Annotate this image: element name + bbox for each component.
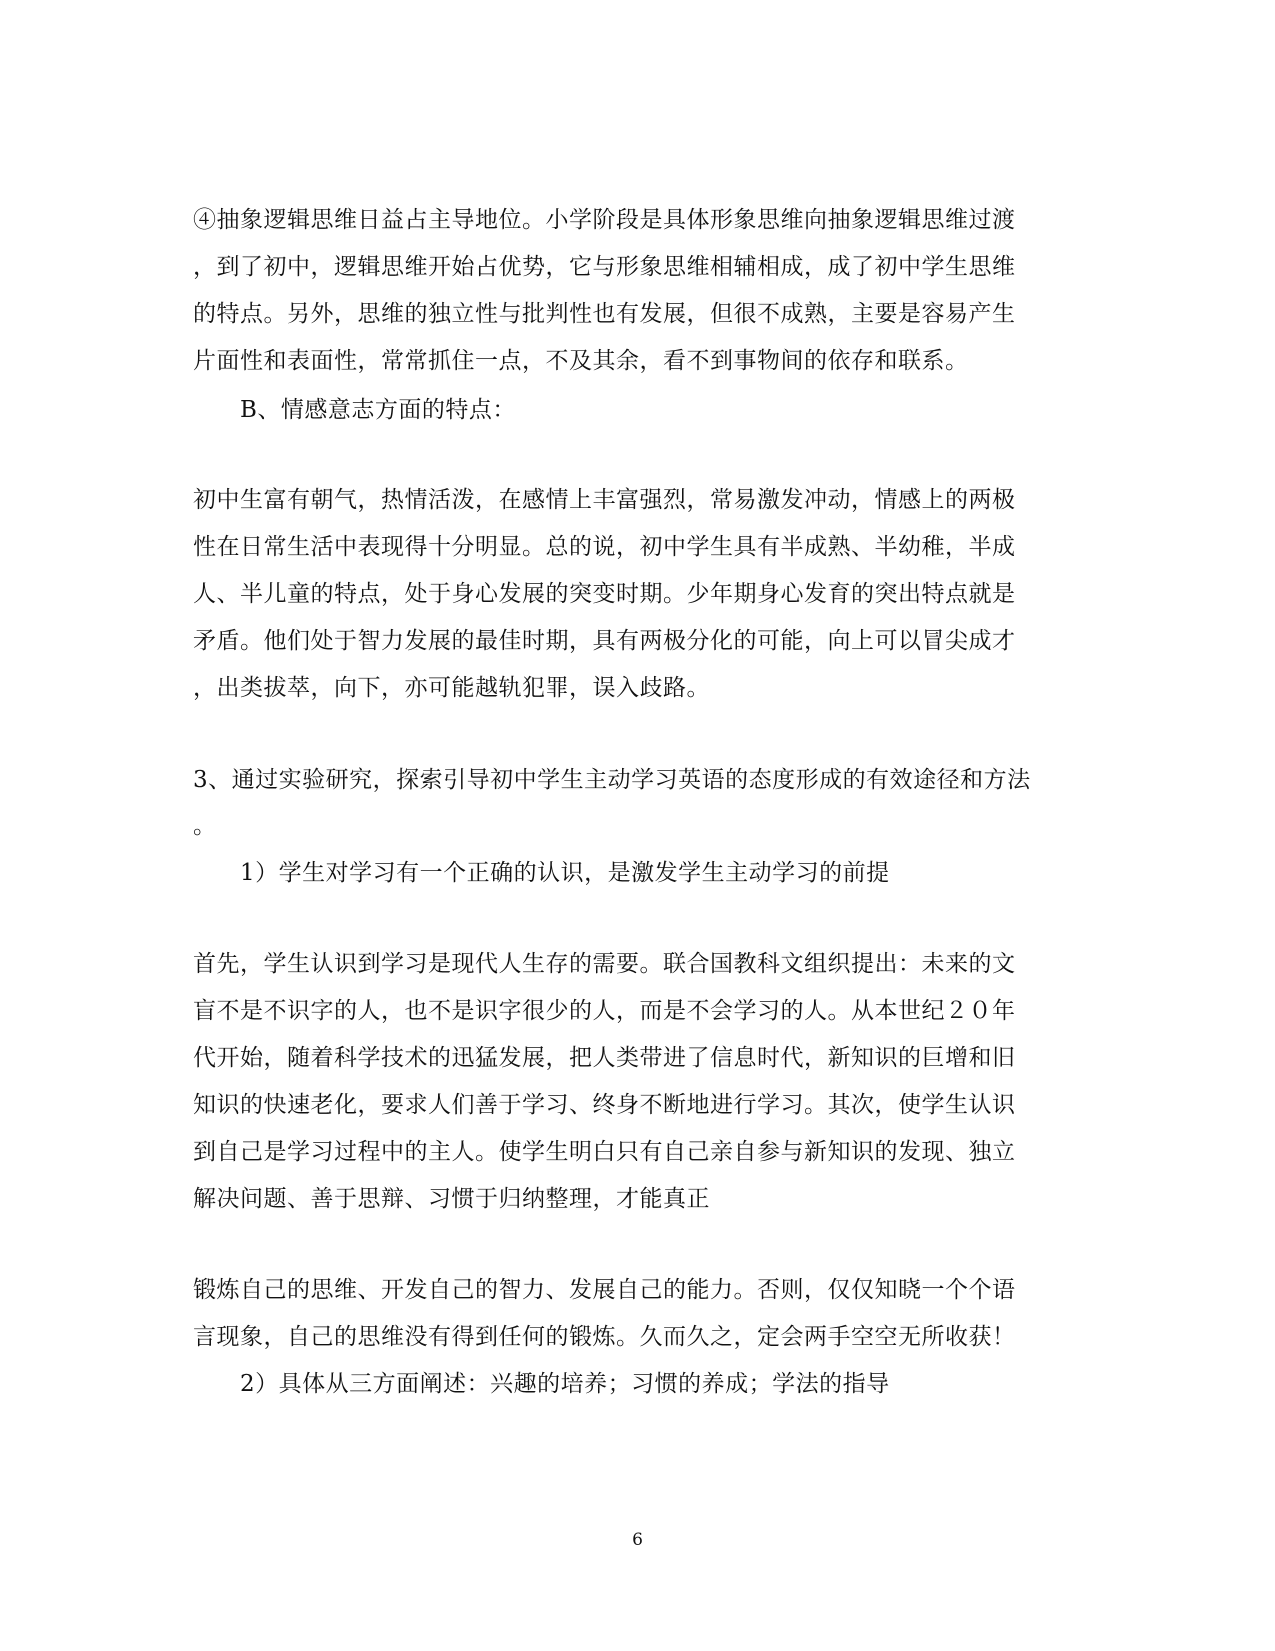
text-line: 锻炼自己的思维、开发自己的智力、发展自己的能力。否则，仅仅知晓一个个语	[193, 1277, 1016, 1303]
text-line: 。	[193, 813, 217, 839]
text-line: 言现象，自己的思维没有得到任何的锻炼。久而久之，定会两手空空无所收获！	[193, 1324, 1016, 1350]
text-line: 矛盾。他们处于智力发展的最佳时期，具有两极分化的可能，向上可以冒尖成才	[193, 628, 1016, 654]
sub-heading: 2）具体从三方面阐述：兴趣的培养；习惯的养成；学法的指导	[240, 1371, 890, 1397]
text-line: 解决问题、善于思辩、习惯于归纳整理，才能真正	[193, 1186, 710, 1212]
section-heading: B、情感意志方面的特点：	[240, 397, 516, 423]
text-line: 性在日常生活中表现得十分明显。总的说，初中学生具有半成熟、半幼稚，半成	[193, 534, 1016, 560]
section-heading: 3、通过实验研究，探索引导初中学生主动学习英语的态度形成的有效途径和方法	[193, 767, 1031, 793]
text-line: ，到了初中，逻辑思维开始占优势，它与形象思维相辅相成，成了初中学生思维	[193, 254, 1016, 280]
text-line: ④抽象逻辑思维日益占主导地位。小学阶段是具体形象思维向抽象逻辑思维过渡	[193, 207, 1016, 233]
text-line: 盲不是不识字的人，也不是识字很少的人，而是不会学习的人。从本世纪２０年	[193, 998, 1016, 1024]
text-line: ，出类拔萃，向下，亦可能越轨犯罪，误入歧路。	[193, 675, 710, 701]
page-number: 6	[632, 1530, 643, 1550]
text-line: 的特点。另外，思维的独立性与批判性也有发展，但很不成熟，主要是容易产生	[193, 301, 1016, 327]
sub-heading: 1）学生对学习有一个正确的认识，是激发学生主动学习的前提	[240, 860, 890, 886]
text-line: 人、半儿童的特点，处于身心发展的突变时期。少年期身心发育的突出特点就是	[193, 581, 1016, 607]
text-line: 知识的快速老化，要求人们善于学习、终身不断地进行学习。其次，使学生认识	[193, 1092, 1016, 1118]
text-line: 代开始，随着科学技术的迅猛发展，把人类带进了信息时代，新知识的巨增和旧	[193, 1045, 1016, 1071]
text-line: 片面性和表面性，常常抓住一点，不及其余，看不到事物间的依存和联系。	[193, 348, 969, 374]
text-line: 到自己是学习过程中的主人。使学生明白只有自己亲自参与新知识的发现、独立	[193, 1139, 1016, 1165]
text-line: 首先，学生认识到学习是现代人生存的需要。联合国教科文组织提出：未来的文	[193, 951, 1016, 977]
text-line: 初中生富有朝气，热情活泼，在感情上丰富强烈，常易激发冲动，情感上的两极	[193, 487, 1016, 513]
